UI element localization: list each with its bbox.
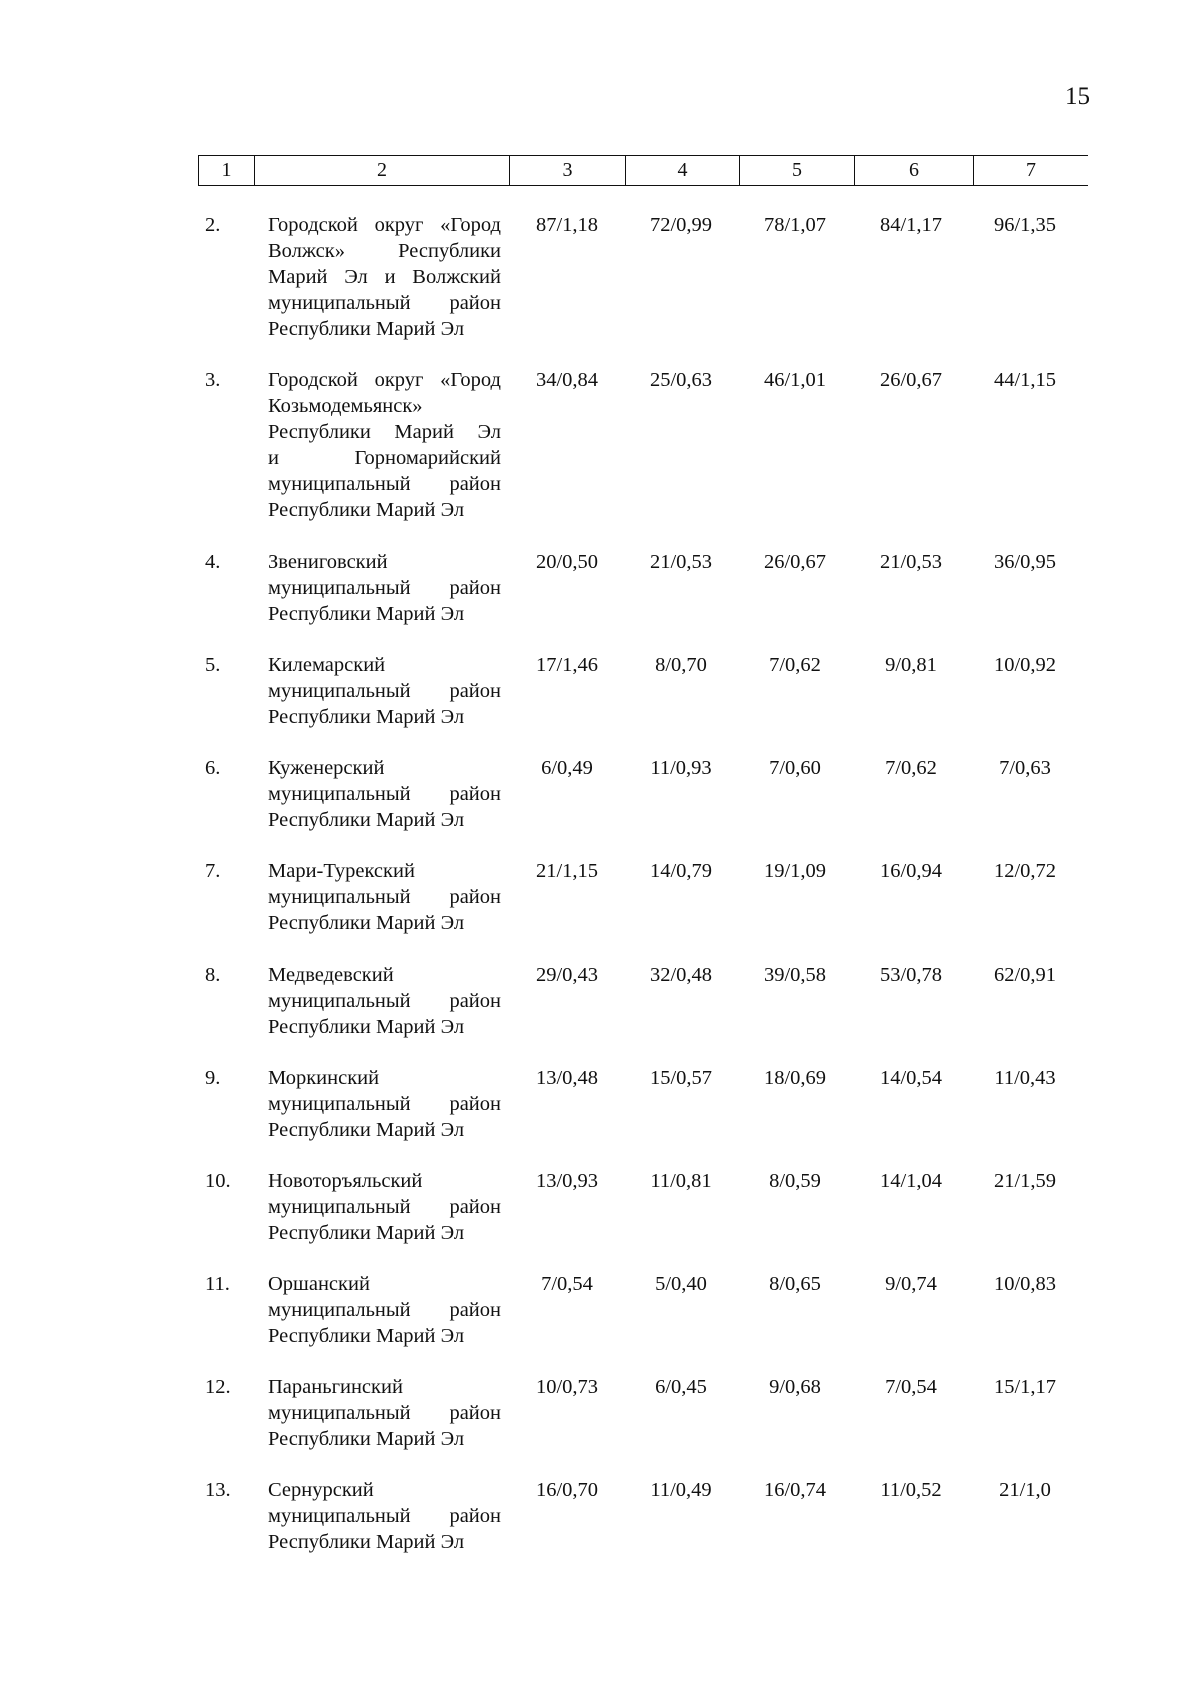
row-territory-name <box>268 1374 501 1452</box>
value-col-4: 25/0,63 <box>649 369 713 391</box>
value-col-6: 7/0,62 <box>885 757 937 779</box>
value-col-3: 21/1,15 <box>535 860 599 882</box>
row-territory-name <box>268 367 501 523</box>
value-col-6: 84/1,17 <box>879 214 943 236</box>
value-col-3: 6/0,49 <box>541 757 593 779</box>
territory-name-line: Звениговский <box>268 551 388 573</box>
row-number: 13. <box>205 1479 231 1501</box>
row-territory-name <box>268 1065 501 1143</box>
territory-name-line: Городской округ «Город <box>268 214 501 236</box>
row-number: 2. <box>205 214 221 236</box>
value-col-3: 13/0,48 <box>535 1067 599 1089</box>
value-col-4: 14/0,79 <box>649 860 713 882</box>
territory-name-line: Республики Марий Эл <box>268 912 465 934</box>
table-header <box>198 155 1088 186</box>
value-col-7: 96/1,35 <box>993 214 1057 236</box>
value-col-5: 16/0,74 <box>763 1479 827 1501</box>
territory-name-line: Республики Марий Эл <box>268 1531 465 1553</box>
territory-name-line: муниципальный район <box>268 1402 501 1424</box>
territory-name-line: Параньгинский <box>268 1376 403 1398</box>
value-col-6: 7/0,54 <box>885 1376 937 1398</box>
territory-name-line: Республики Марий Эл <box>268 1222 465 1244</box>
row-territory-name <box>268 962 501 1040</box>
value-col-6: 11/0,52 <box>880 1479 942 1501</box>
row-territory-name <box>268 652 501 730</box>
territory-name-line: муниципальный район <box>268 1196 501 1218</box>
territory-name-line: Республики Марий Эл <box>268 809 465 831</box>
value-col-5: 9/0,68 <box>769 1376 821 1398</box>
value-col-7: 7/0,63 <box>999 757 1051 779</box>
territory-name-line: Новоторъяльский <box>268 1170 423 1192</box>
value-col-4: 5/0,40 <box>655 1273 707 1295</box>
row-number: 3. <box>205 369 221 391</box>
value-col-5: 26/0,67 <box>763 551 827 573</box>
value-col-5: 8/0,65 <box>769 1273 821 1295</box>
row-territory-name <box>268 1271 501 1349</box>
row-territory-name <box>268 549 501 627</box>
value-col-6: 9/0,81 <box>885 654 937 676</box>
territory-name-line: Республики Марий Эл <box>268 706 465 728</box>
value-col-4: 11/0,49 <box>650 1479 712 1501</box>
value-col-3: 13/0,93 <box>535 1170 599 1192</box>
header-col-5: 5 <box>740 156 855 185</box>
territory-name-line: муниципальный район <box>268 1093 501 1115</box>
value-col-5: 46/1,01 <box>763 369 827 391</box>
row-number: 5. <box>205 654 221 676</box>
territory-name-line: Городской округ «Город <box>268 369 501 391</box>
value-col-4: 32/0,48 <box>649 964 713 986</box>
row-territory-name <box>268 1477 501 1555</box>
territory-name-line: муниципальный район <box>268 577 501 599</box>
territory-name-line: муниципальный район <box>268 473 501 495</box>
territory-name-line: Козьмодемьянск» <box>268 395 423 417</box>
territory-name-line: Республики Марий Эл <box>268 318 465 340</box>
territory-name-line: Медведевский <box>268 964 394 986</box>
territory-name-line: Республики Марий Эл <box>268 1428 465 1450</box>
row-territory-name <box>268 858 501 936</box>
value-col-7: 10/0,83 <box>993 1273 1057 1295</box>
value-col-3: 16/0,70 <box>535 1479 599 1501</box>
territory-name-line: Моркинский <box>268 1067 380 1089</box>
territory-name-line: и Горномарийский <box>268 447 501 469</box>
row-number: 9. <box>205 1067 221 1089</box>
territory-name-line: Республики Марий Эл <box>268 1325 465 1347</box>
header-col-4: 4 <box>626 156 740 185</box>
territory-name-line: Сернурский <box>268 1479 374 1501</box>
territory-name-line: Республики Марий Эл <box>268 1119 465 1141</box>
territory-name-line: Республики Марий Эл <box>268 499 465 521</box>
row-territory-name <box>268 755 501 833</box>
value-col-7: 36/0,95 <box>993 551 1057 573</box>
territory-name-line: Марий Эл и Волжский <box>268 266 501 288</box>
row-number: 8. <box>205 964 221 986</box>
value-col-3: 20/0,50 <box>535 551 599 573</box>
territory-name-line: муниципальный район <box>268 292 501 314</box>
value-col-7: 15/1,17 <box>993 1376 1057 1398</box>
row-number: 6. <box>205 757 221 779</box>
value-col-3: 17/1,46 <box>535 654 599 676</box>
value-col-7: 44/1,15 <box>993 369 1057 391</box>
territory-name-line: муниципальный район <box>268 1299 501 1321</box>
value-col-6: 16/0,94 <box>879 860 943 882</box>
value-col-7: 62/0,91 <box>993 964 1057 986</box>
value-col-3: 29/0,43 <box>535 964 599 986</box>
value-col-4: 21/0,53 <box>649 551 713 573</box>
value-col-3: 34/0,84 <box>535 369 599 391</box>
header-col-6: 6 <box>855 156 974 185</box>
territory-name-line: Куженерский <box>268 757 385 779</box>
territory-name-line: Килемарский <box>268 654 386 676</box>
value-col-7: 12/0,72 <box>993 860 1057 882</box>
value-col-7: 21/1,59 <box>993 1170 1057 1192</box>
value-col-5: 18/0,69 <box>763 1067 827 1089</box>
territory-name-line: муниципальный район <box>268 886 501 908</box>
row-number: 4. <box>205 551 221 573</box>
territory-name-line: Республики Марий Эл <box>268 1016 465 1038</box>
value-col-5: 19/1,09 <box>763 860 827 882</box>
row-number: 11. <box>205 1273 230 1295</box>
header-col-1: 1 <box>198 156 255 185</box>
row-number: 10. <box>205 1170 231 1192</box>
territory-name-line: Республики Марий Эл <box>268 603 465 625</box>
value-col-7: 10/0,92 <box>993 654 1057 676</box>
row-number: 7. <box>205 860 221 882</box>
row-territory-name <box>268 212 501 342</box>
value-col-4: 72/0,99 <box>649 214 713 236</box>
value-col-7: 11/0,43 <box>994 1067 1056 1089</box>
value-col-6: 21/0,53 <box>879 551 943 573</box>
territory-name-line: Оршанский <box>268 1273 370 1295</box>
value-col-4: 11/0,93 <box>650 757 712 779</box>
territory-name-line: муниципальный район <box>268 783 501 805</box>
value-col-5: 7/0,62 <box>769 654 821 676</box>
value-col-6: 9/0,74 <box>885 1273 937 1295</box>
value-col-6: 14/1,04 <box>879 1170 943 1192</box>
value-col-5: 39/0,58 <box>763 964 827 986</box>
value-col-3: 87/1,18 <box>535 214 599 236</box>
value-col-4: 11/0,81 <box>650 1170 712 1192</box>
header-col-3: 3 <box>510 156 626 185</box>
value-col-4: 8/0,70 <box>655 654 707 676</box>
territory-name-line: муниципальный район <box>268 990 501 1012</box>
value-col-5: 7/0,60 <box>769 757 821 779</box>
value-col-4: 15/0,57 <box>649 1067 713 1089</box>
header-col-2: 2 <box>255 156 510 185</box>
value-col-5: 8/0,59 <box>769 1170 821 1192</box>
page-number: 15 <box>1065 83 1090 110</box>
value-col-4: 6/0,45 <box>655 1376 707 1398</box>
territory-name-line: Республики Марий Эл <box>268 421 501 443</box>
row-territory-name <box>268 1168 501 1246</box>
value-col-6: 26/0,67 <box>879 369 943 391</box>
header-col-7: 7 <box>1026 159 1036 181</box>
value-col-3: 7/0,54 <box>541 1273 593 1295</box>
value-col-7: 21/1,0 <box>999 1479 1051 1501</box>
value-col-5: 78/1,07 <box>763 214 827 236</box>
value-col-3: 10/0,73 <box>535 1376 599 1398</box>
territory-name-line: Мари-Турекский <box>268 860 415 882</box>
territory-name-line: муниципальный район <box>268 1505 501 1527</box>
territory-name-line: муниципальный район <box>268 680 501 702</box>
territory-name-line: Волжск» Республики <box>268 240 501 262</box>
value-col-6: 53/0,78 <box>879 964 943 986</box>
value-col-6: 14/0,54 <box>879 1067 943 1089</box>
row-number: 12. <box>205 1376 231 1398</box>
